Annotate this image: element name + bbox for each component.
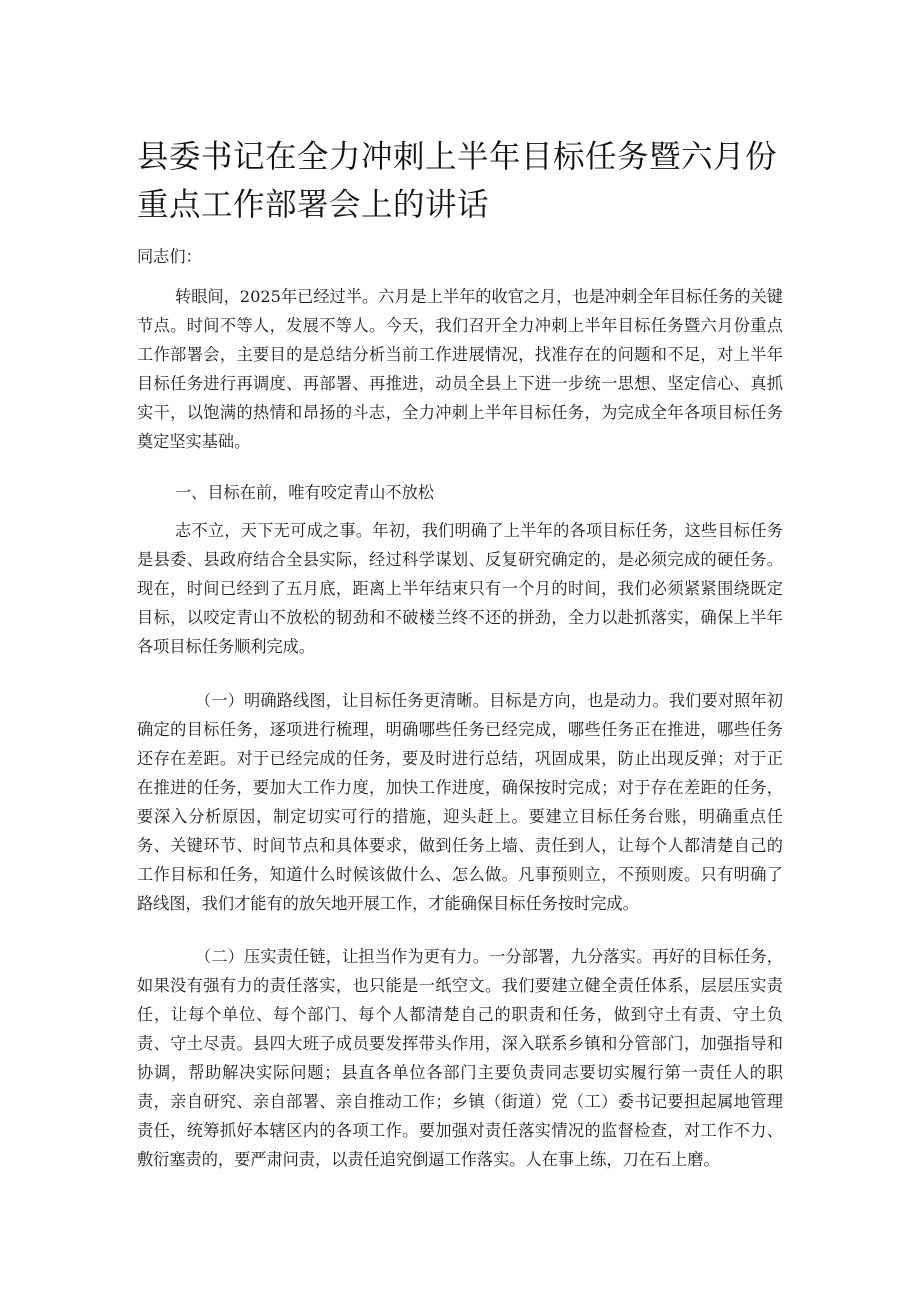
subsection-1-paragraph: （一）明确路线图，让目标任务更清晰。目标是方向，也是动力。我们要对照年初确定的目标任务，逐项进行梳理，明确哪些任务已经完成，哪些任务正在推进，哪些任务还存在差距。对于已经完成的任务，要及时进行总结，巩固成果，防止出现反弹；对于正在推进的任务，要加大工作力度，加快工作进度，确保按时完成；对于存在差距的任务，要深入分析原因，制定切实可行的措施，迎头赶上。要建立目标任务台账，明确重点任务、关键环节、时间节点和具体要求，做到任务上墙、责任到人，让每个人都清楚自己的工作目标和任务，知道什么时候该做什么、怎么做。凡事预则立，不预则废。只有明确了路线图，我们才能有的放矢地开展工作，才能确保目标任务按时完成。 xyxy=(137,691,783,913)
section-1-paragraph: 志不立，天下无可成之事。年初，我们明确了上半年的各项目标任务，这些目标任务是县委、县政府结合全县实际，经过科学谋划、反复研究确定的，是必须完成的硬任务。现在，时间已经到了五月底，距离上半年结束只有一个月的时间，我们必须紧紧围绕既定目标，以咬定青山不放松的韧劲和不破楼兰终不还的拼劲，全力以赴抓落实，确保上半年各项目标任务顺利完成。 xyxy=(137,521,783,656)
section-heading-1: 一、目标在前，唯有咬定青山不放松 xyxy=(175,483,434,502)
document-title: 县委书记在全力冲刺上半年目标任务暨六月份重点工作部署会上的讲话 xyxy=(137,139,778,223)
salutation: 同志们： xyxy=(137,247,202,266)
intro-paragraph: 转眼间，2025年已经过半。六月是上半年的收官之月，也是冲刺全年目标任务的关键节点。时间不等人，发展不等人。今天，我们召开全力冲刺上半年目标任务暨六月份重点工作部署会，主要目的是总结分析当前工作进展情况，找准存在的问题和不足，对上半年目标任务进行再调度、再部署、再推进，动员全县上下进一步统一思想、坚定信心、真抓实干，以饱满的热情和昂扬的斗志，全力冲刺上半年目标任务，为完成全年各项目标任务奠定坚实基础。 xyxy=(137,287,783,451)
subsection-2-paragraph: （二）压实责任链，让担当作为更有力。一分部署，九分落实。再好的目标任务，如果没有强有力的责任落实，也只能是一纸空文。我们要建立健全责任体系，层层压实责任，让每个单位、每个部门、每个人都清楚自己的职责和任务，做到守土有责、守土负责、守土尽责。县四大班子成员要发挥带头作用，深入联系乡镇和分管部门，加强指导和协调，帮助解决实际问题；县直各单位各部门主要负责同志要切实履行第一责任人的职责，亲自研究、亲自部署、亲自推动工作；乡镇（街道）党（工）委书记要担起属地管理责任，统筹抓好本辖区内的各项工作。要加强对责任落实情况的监督检查，对工作不力、敷衍塞责的，要严肃问责，以责任追究倒逼工作落实。人在事上练，刀在石上磨。 xyxy=(137,947,783,1169)
